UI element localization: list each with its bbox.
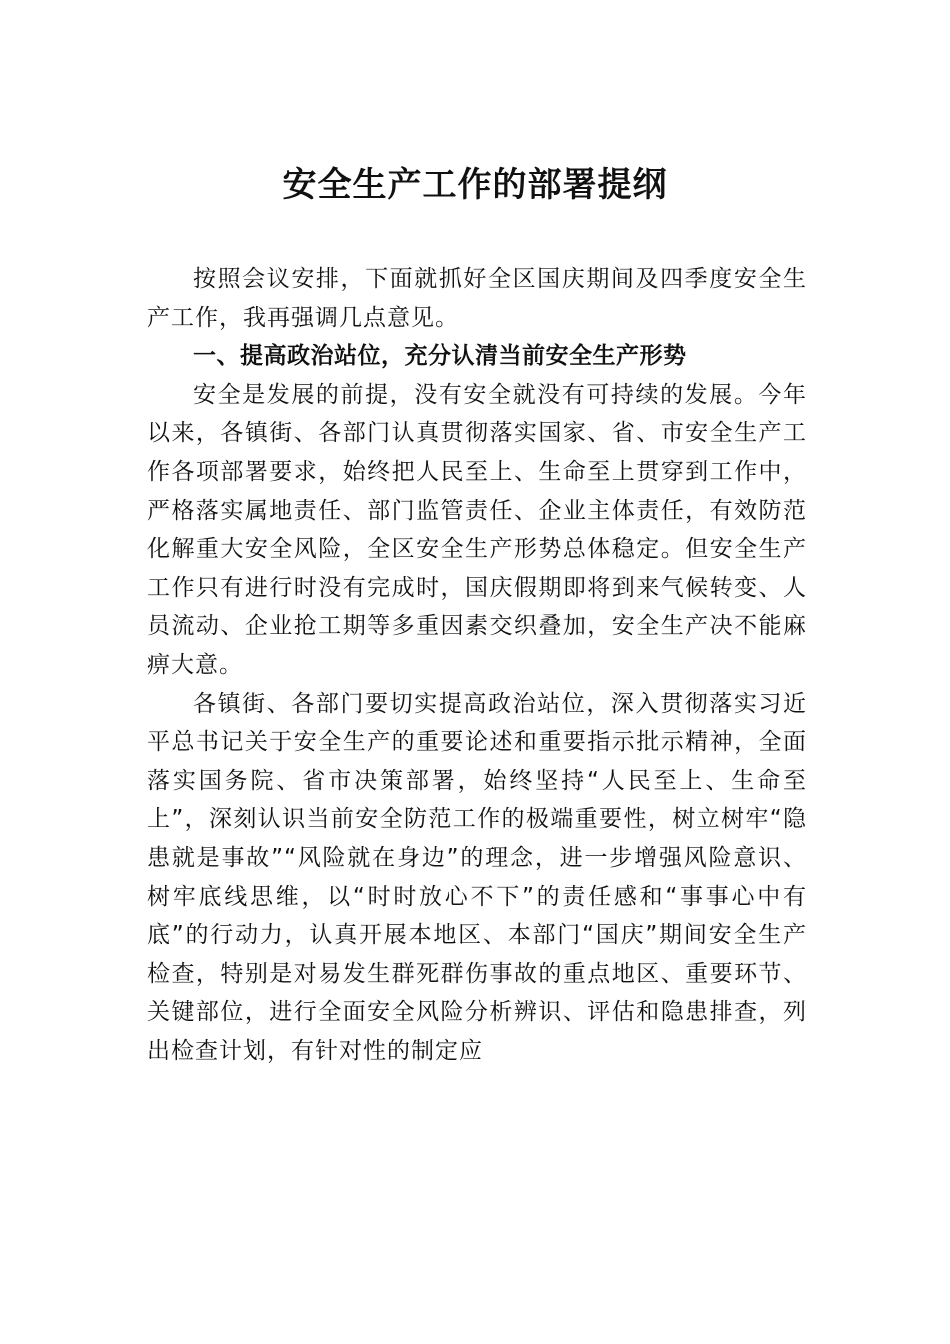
- body-paragraph: 各镇街、各部门要切实提高政治站位，深入贯彻落实习近平总书记关于安全生产的重要论述和重要指示批示精神，全面落实国务院、省市决策部署，始终坚持“人民至上、生命至上”，深刻认识当前安全防范工作的极端重要性，树立树牢“隐患就是事故”“风险就在身边”的理念，进一步增强风险意识、树牢底线思维，以“时时放心不下”的责任感和“事事心中有底”的行动力，认真开展本地区、本部门“国庆”期间安全生产检查，特别是对易发生群死群伤事故的重点地区、重要环节、关键部位，进行全面安全风险分析辨识、评估和隐患排查，列出检查计划，有针对性的制定应: [147, 690, 807, 1064]
- document-body: [147, 260, 807, 1070]
- section-heading-1: 一、提高政治站位，充分认清当前安全生产形势: [193, 343, 687, 370]
- body-paragraph: 安全是发展的前提，没有安全就没有可持续的发展。今年以来，各镇街、各部门认真贯彻落实国家、省、市安全生产工作各项部署要求，始终把人民至上、生命至上贯穿到工作中，严格落实属地责任、部门监管责任、企业主体责任，有效防范化解重大安全风险，全区安全生产形势总体稳定。但安全生产工作只有进行时没有完成时，国庆假期即将到来气候转变、人员流动、企业抢工期等多重因素交织叠加，安全生产决不能麻痹大意。: [147, 381, 807, 678]
- document-title: 安全生产工作的部署提纲: [282, 165, 668, 205]
- intro-paragraph: 按照会议安排，下面就抓好全区国庆期间及四季度安全生产工作，我再强调几点意见。: [147, 266, 807, 331]
